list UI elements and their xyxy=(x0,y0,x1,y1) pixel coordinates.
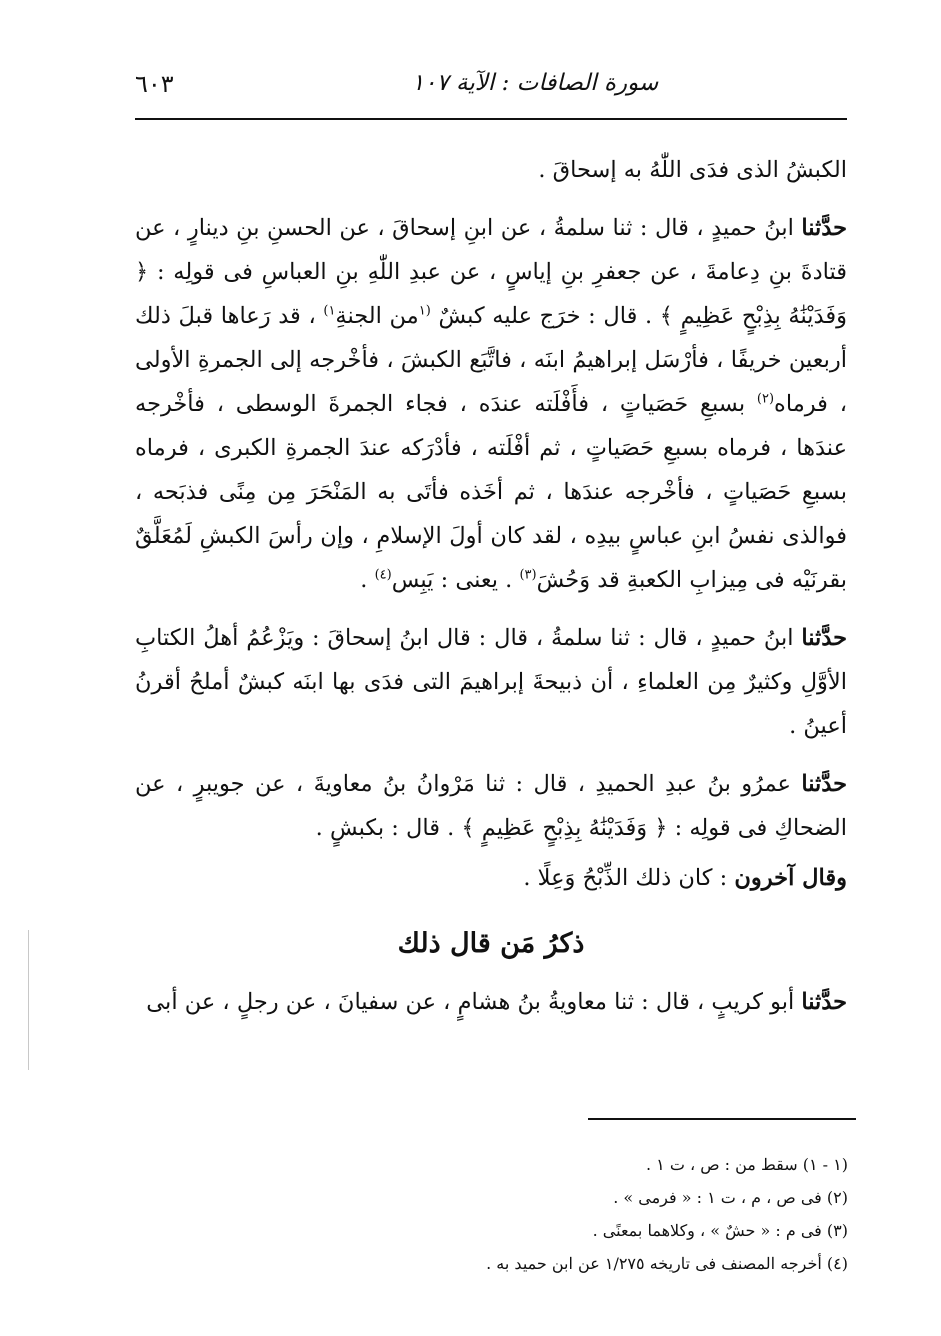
footnote-rule xyxy=(588,1118,856,1120)
isnad-lead: حدَّثنا xyxy=(801,989,847,1015)
isnad-lead: حدَّثنا xyxy=(801,215,847,241)
footnotes xyxy=(380,1148,848,1280)
paragraph-text: أبو كريبٍ ، قال : ثنا معاويةُ بنُ هشامٍ ، عن سفيانَ ، عن رجلٍ ، عن أبى xyxy=(146,989,802,1015)
paragraph xyxy=(135,206,847,602)
footnote-ref: (٢) xyxy=(756,391,775,407)
paragraph-text: من الجنةِ xyxy=(335,303,419,329)
paragraph-text: عمرُو بنُ عبدِ الحميدِ ، قال : ثنا مَرْوانُ بنُ معاويةَ ، عن جويبرٍ ، عن الضحاكِ فى قولِه : ﴿ وَفَدَيْنَٰهُ بِذِبْحٍ عَظِيمٍ ﴾ . قال : بكبشٍ . xyxy=(135,771,847,841)
paragraph-text: ، قد رَعاها قبلَ ذلك أربعين خريفًا ، فأرْسَل إبراهيمُ ابنَه ، فاتَّبَع الكبشَ ، فأخْرجه إلى الجمرةِ الأولى ، فرماه xyxy=(135,303,847,417)
footnote: (١ - ١) سقط من : ص ، ت ١ . xyxy=(645,1155,848,1174)
footnote: (٣) فى م : « حشٌ » ، وكلاهما بمعنًى . xyxy=(592,1221,848,1240)
footnote: (٤) أخرجه المصنف فى تاريخه ١/٢٧٥ عن ابن حميد به . xyxy=(486,1254,848,1273)
header-rule xyxy=(135,118,847,120)
footnote-ref: (٣) xyxy=(519,567,537,583)
paragraph xyxy=(135,762,847,850)
running-title: سورة الصافات : الآية ١٠٧ xyxy=(411,70,659,96)
paragraph xyxy=(135,148,847,192)
main-text xyxy=(135,148,847,1038)
paragraph-text: ابنُ حميدٍ ، قال : ثنا سلمةُ ، قال : قال ابنُ إسحاقَ : ويَزْعُمُ أهلُ الكتابِ الأوَّلِ وكثيرٌ مِن العلماءِ ، أن ذبيحةَ إبراهيمَ التى فدَى بها ابنَه كبشٌ أملحُ أقرنُ أعينُ . xyxy=(135,625,847,739)
paragraph-text: : كان ذلك الذِّبْحُ وَعِلًا . xyxy=(523,865,735,891)
paragraph xyxy=(135,616,847,748)
paragraph-text: . xyxy=(360,567,375,593)
page-header xyxy=(135,64,847,108)
footnote-ref: (٤) xyxy=(374,567,392,583)
footnote: (٢) فى ص ، م ، ت ١ : « فرمى » . xyxy=(613,1188,848,1207)
footnote-ref: (١ xyxy=(418,303,431,319)
isnad-lead: حدَّثنا xyxy=(801,771,847,797)
page-number: ٦٠٣ xyxy=(135,70,174,98)
paragraph xyxy=(135,856,847,900)
footnote-ref: ١) xyxy=(323,303,336,319)
paragraph-text: ابنُ حميدٍ ، قال : ثنا سلمةُ ، عن ابنِ إسحاقَ ، عن الحسنِ بنِ دينارٍ ، عن قتادةَ بنِ دِعامةَ ، عن جعفرِ بنِ إياسٍ ، عن عبدِ اللّٰهِ بنِ العباسِ فى قولِه : ﴿ وَفَدَيْنَٰهُ بِذِبْحٍ عَظِيمٍ ﴾ . قال : خرَج عليه كبشٌ xyxy=(135,215,847,329)
paragraph-text: الكبشُ الذى فدَى اللّٰهُ به إسحاقَ . xyxy=(538,157,847,183)
paragraph-text: . يعنى : يَبِس xyxy=(391,567,520,593)
page-edge-mark xyxy=(28,930,29,1070)
section-heading: ذكرُ مَن قال ذلك xyxy=(397,928,585,959)
paragraph xyxy=(135,980,847,1024)
paragraph-text: بسبعِ حَصَياتٍ ، فأَفْلَته عندَه ، فجاء الجمرةَ الوسطى ، فأخْرجه عندَها ، فرماه بسبعِ حَصَياتٍ ، ثم أفْلَته ، فأدْرَكه عندَ الجمرةِ الكبرى ، فرماه بسبعِ حَصَياتٍ ، فأخْرجه عندَها ، ثم أخَذه فأتَى به المَنْحَرَ مِن مِنًى فذبَحه ، فوالذى نفسُ ابنِ عباسٍ بيدِه ، لقد كان أولَ الإسلامِ ، وإن رأسَ الكبشِ لَمُعَلَّقٌ بقرنَيْه فى مِيزابِ الكعبةِ قد وَحُشَ xyxy=(135,391,847,593)
isnad-lead: وقال آخرون xyxy=(734,865,847,891)
isnad-lead: حدَّثنا xyxy=(801,625,847,651)
